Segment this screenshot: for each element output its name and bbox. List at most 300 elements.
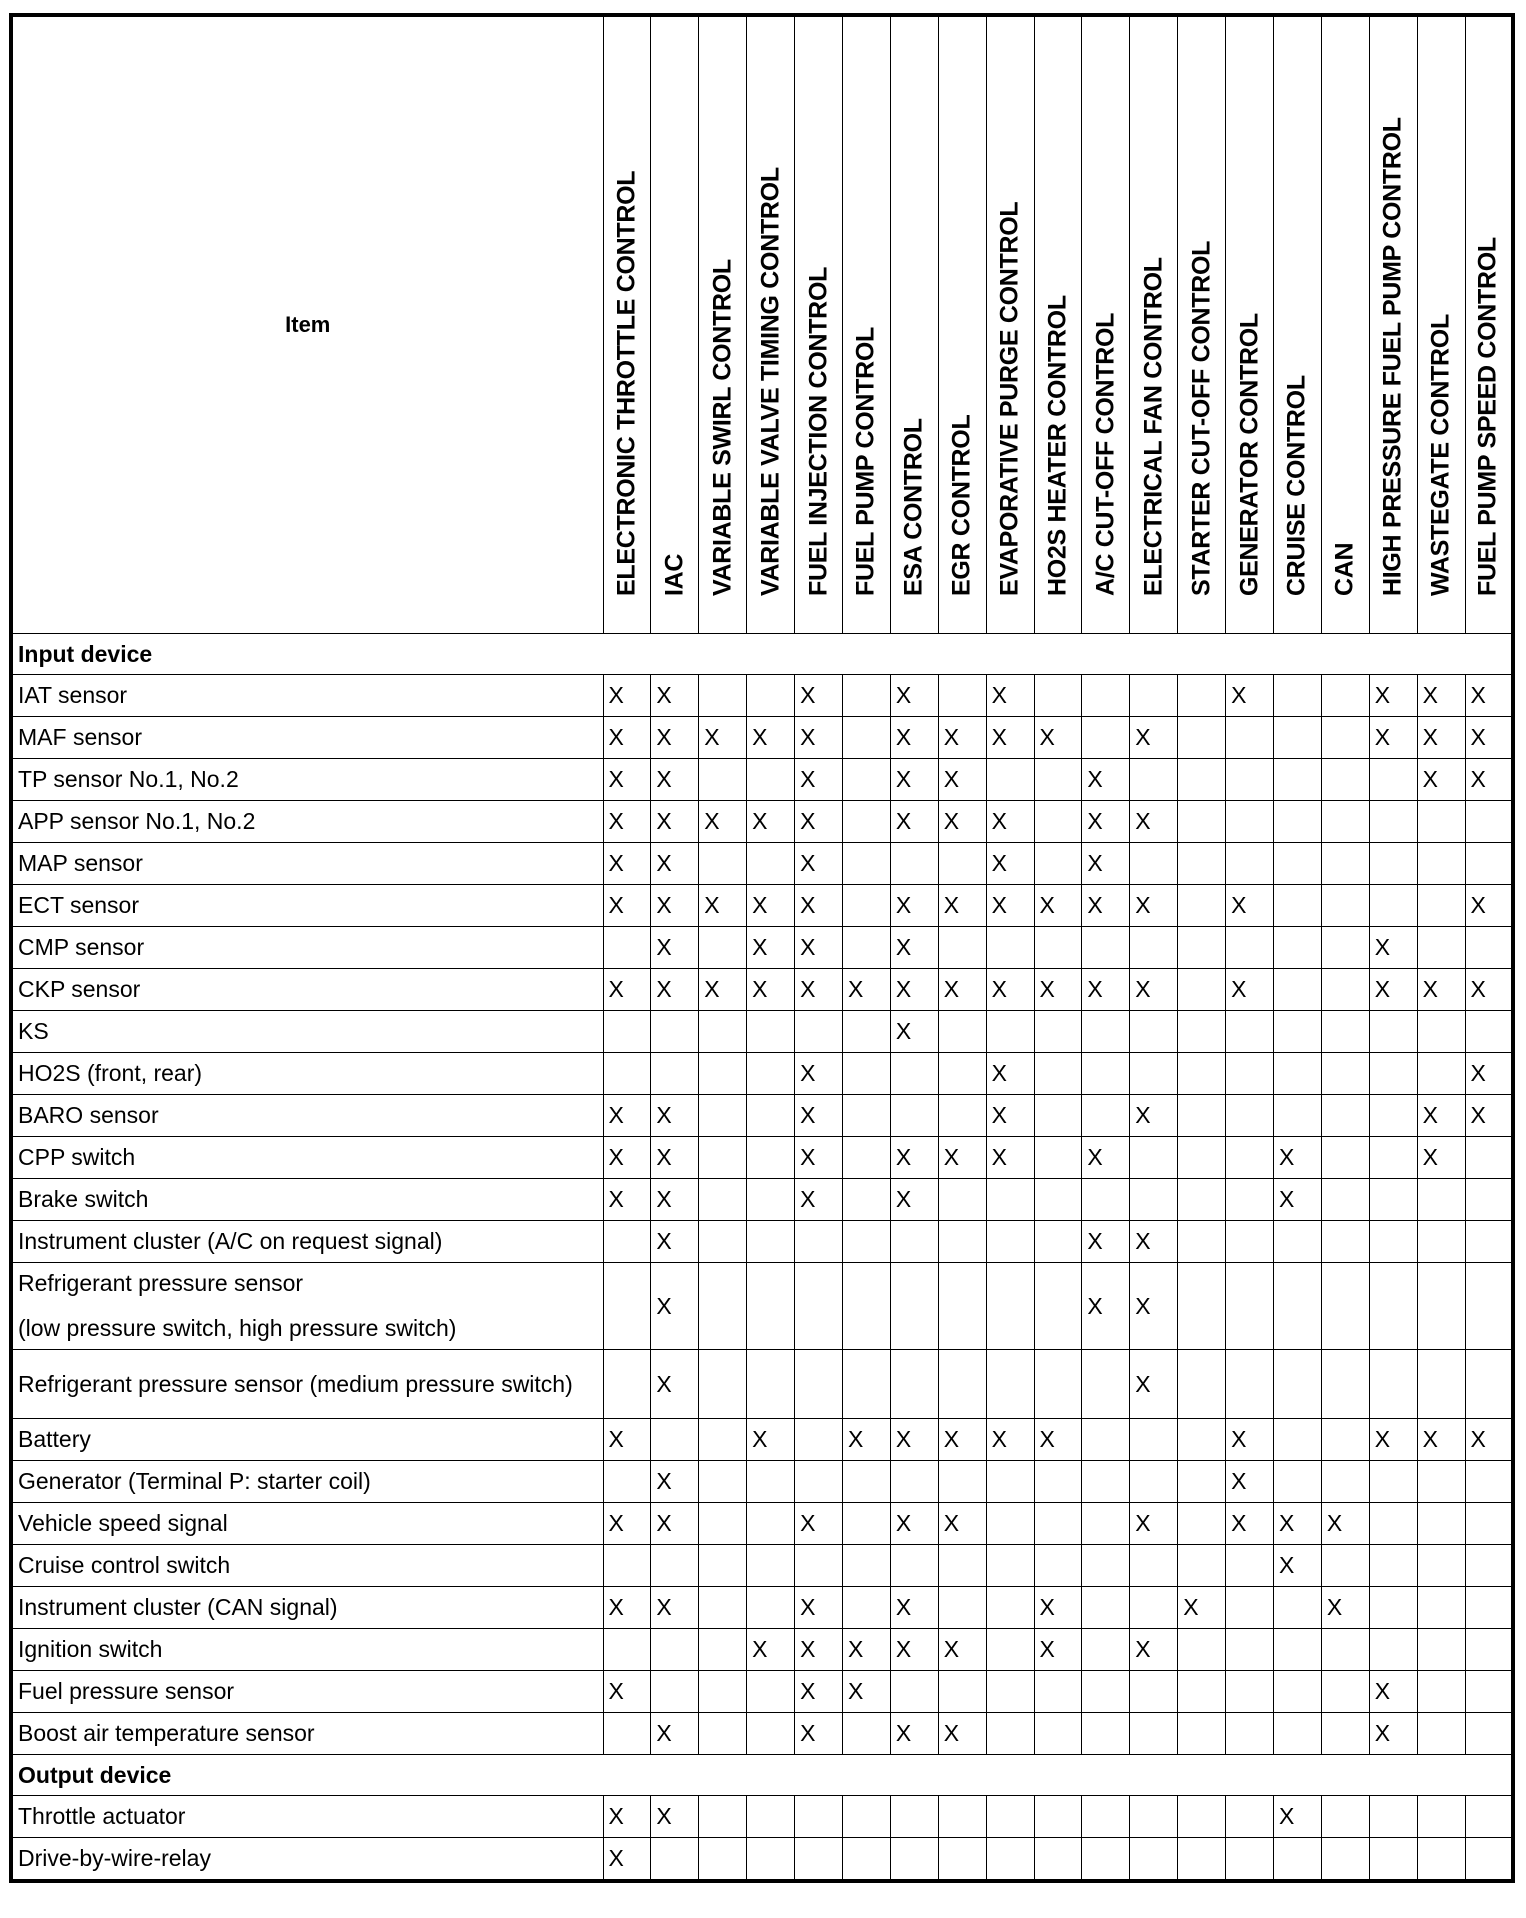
mark-cell-checked: X	[603, 1838, 651, 1882]
mark-cell-checked: X	[842, 1629, 890, 1671]
mark-cell-empty	[1417, 1796, 1465, 1838]
mark-cell-empty	[699, 1419, 747, 1461]
mark-cell-empty	[1178, 801, 1226, 843]
mark-cell-empty	[1226, 1221, 1274, 1263]
mark-cell-empty	[1273, 885, 1321, 927]
mark-cell-empty	[1178, 1713, 1226, 1755]
mark-cell-empty	[1130, 759, 1178, 801]
mark-cell-empty	[651, 1545, 699, 1587]
mark-cell-checked: X	[651, 927, 699, 969]
mark-cell-empty	[747, 1350, 795, 1419]
mark-cell-empty	[1273, 801, 1321, 843]
mark-cell-checked: X	[1465, 759, 1513, 801]
mark-cell-checked: X	[1130, 969, 1178, 1011]
mark-cell-empty	[1417, 801, 1465, 843]
row-label	[11, 1263, 603, 1350]
row-label: Instrument cluster (CAN signal)	[11, 1587, 603, 1629]
mark-cell-checked: X	[1082, 885, 1130, 927]
mark-cell-empty	[1178, 1137, 1226, 1179]
column-header	[1369, 15, 1417, 634]
mark-cell-checked: X	[1417, 969, 1465, 1011]
mark-cell-checked: X	[651, 969, 699, 1011]
mark-cell-empty	[1178, 1629, 1226, 1671]
mark-cell-empty	[1369, 1838, 1417, 1882]
mark-cell-empty	[890, 1671, 938, 1713]
row-label: KS	[11, 1011, 603, 1053]
mark-cell-empty	[890, 1350, 938, 1419]
table-row	[11, 717, 1513, 759]
mark-cell-empty	[1226, 1796, 1274, 1838]
table-row	[11, 1545, 1513, 1587]
column-header-label: IAC	[660, 553, 689, 596]
table-row	[11, 1263, 1513, 1350]
mark-cell-empty	[1034, 1671, 1082, 1713]
column-header-label: ELECTRONIC THROTTLE CONTROL	[612, 170, 641, 596]
mark-cell-checked: X	[795, 1671, 843, 1713]
mark-cell-empty	[1321, 1671, 1369, 1713]
mark-cell-empty	[1082, 717, 1130, 759]
mark-cell-checked: X	[603, 1503, 651, 1545]
control-device-matrix	[9, 13, 1515, 1883]
section-row	[11, 1755, 1513, 1796]
mark-cell-empty	[986, 1179, 1034, 1221]
mark-cell-empty	[747, 1461, 795, 1503]
mark-cell-empty	[842, 927, 890, 969]
mark-cell-empty	[1178, 1095, 1226, 1137]
mark-cell-empty	[842, 1503, 890, 1545]
mark-cell-empty	[699, 1503, 747, 1545]
mark-cell-checked: X	[699, 717, 747, 759]
mark-cell-empty	[1369, 1587, 1417, 1629]
mark-cell-empty	[747, 843, 795, 885]
mark-cell-empty	[699, 1545, 747, 1587]
column-header	[747, 15, 795, 634]
mark-cell-checked: X	[651, 1587, 699, 1629]
mark-cell-empty	[1465, 1587, 1513, 1629]
mark-cell-empty	[603, 1545, 651, 1587]
mark-cell-empty	[1226, 1011, 1274, 1053]
table-row	[11, 1095, 1513, 1137]
mark-cell-checked: X	[651, 1713, 699, 1755]
mark-cell-empty	[795, 1011, 843, 1053]
mark-cell-empty	[1369, 885, 1417, 927]
mark-cell-empty	[1273, 1461, 1321, 1503]
mark-cell-empty	[603, 1221, 651, 1263]
mark-cell-empty	[1082, 1011, 1130, 1053]
table-row	[11, 675, 1513, 717]
mark-cell-empty	[1417, 1011, 1465, 1053]
mark-cell-checked: X	[1034, 885, 1082, 927]
mark-cell-checked: X	[1130, 1629, 1178, 1671]
document-page	[9, 13, 1511, 1883]
row-label: IAT sensor	[11, 675, 603, 717]
mark-cell-empty	[1082, 1587, 1130, 1629]
section-title: Input device	[11, 634, 1513, 675]
mark-cell-empty	[1082, 1838, 1130, 1882]
column-header	[1226, 15, 1274, 634]
mark-cell-checked: X	[986, 1053, 1034, 1095]
mark-cell-checked: X	[1034, 717, 1082, 759]
mark-cell-empty	[1321, 1011, 1369, 1053]
mark-cell-empty	[1130, 1461, 1178, 1503]
mark-cell-empty	[1417, 1713, 1465, 1755]
mark-cell-checked: X	[986, 1137, 1034, 1179]
mark-cell-empty	[890, 1461, 938, 1503]
mark-cell-checked: X	[890, 969, 938, 1011]
mark-cell-checked: X	[938, 1629, 986, 1671]
mark-cell-checked: X	[938, 1503, 986, 1545]
mark-cell-checked: X	[890, 675, 938, 717]
mark-cell-empty	[1417, 1545, 1465, 1587]
mark-cell-empty	[1034, 1263, 1082, 1350]
mark-cell-checked: X	[1226, 675, 1274, 717]
mark-cell-empty	[1034, 1011, 1082, 1053]
mark-cell-empty	[795, 1461, 843, 1503]
mark-cell-empty	[938, 1011, 986, 1053]
mark-cell-empty	[1321, 1263, 1369, 1350]
mark-cell-empty	[699, 1137, 747, 1179]
mark-cell-empty	[986, 1629, 1034, 1671]
mark-cell-empty	[938, 1095, 986, 1137]
mark-cell-checked: X	[938, 1419, 986, 1461]
mark-cell-empty	[1417, 1263, 1465, 1350]
mark-cell-empty	[1321, 969, 1369, 1011]
mark-cell-checked: X	[842, 1419, 890, 1461]
mark-cell-empty	[1226, 1713, 1274, 1755]
mark-cell-checked: X	[651, 1221, 699, 1263]
mark-cell-empty	[1130, 1796, 1178, 1838]
mark-cell-empty	[1130, 675, 1178, 717]
mark-cell-empty	[986, 759, 1034, 801]
mark-cell-checked: X	[1273, 1545, 1321, 1587]
mark-cell-checked: X	[651, 759, 699, 801]
table-row	[11, 1461, 1513, 1503]
mark-cell-empty	[938, 1053, 986, 1095]
mark-cell-empty	[1321, 1053, 1369, 1095]
mark-cell-empty	[938, 1587, 986, 1629]
mark-cell-empty	[1082, 1095, 1130, 1137]
mark-cell-empty	[1465, 1461, 1513, 1503]
mark-cell-empty	[747, 1179, 795, 1221]
mark-cell-checked: X	[986, 675, 1034, 717]
mark-cell-empty	[1417, 1629, 1465, 1671]
mark-cell-checked: X	[1465, 1419, 1513, 1461]
mark-cell-empty	[1034, 1053, 1082, 1095]
table-row	[11, 801, 1513, 843]
mark-cell-empty	[1321, 1545, 1369, 1587]
mark-cell-empty	[938, 927, 986, 969]
mark-cell-checked: X	[603, 801, 651, 843]
mark-cell-empty	[1417, 1587, 1465, 1629]
mark-cell-empty	[1178, 1838, 1226, 1882]
mark-cell-checked: X	[1369, 1671, 1417, 1713]
mark-cell-checked: X	[795, 1713, 843, 1755]
mark-cell-checked: X	[1034, 1629, 1082, 1671]
table-row	[11, 969, 1513, 1011]
column-header	[938, 15, 986, 634]
mark-cell-empty	[1034, 1796, 1082, 1838]
mark-cell-empty	[699, 1350, 747, 1419]
mark-cell-empty	[747, 1053, 795, 1095]
mark-cell-empty	[890, 1095, 938, 1137]
mark-cell-empty	[1465, 843, 1513, 885]
mark-cell-empty	[1417, 1838, 1465, 1882]
row-label: APP sensor No.1, No.2	[11, 801, 603, 843]
row-label: Generator (Terminal P: starter coil)	[11, 1461, 603, 1503]
mark-cell-empty	[842, 759, 890, 801]
column-header-label: ELECTRICAL FAN CONTROL	[1139, 257, 1168, 596]
mark-cell-empty	[699, 759, 747, 801]
mark-cell-empty	[986, 1713, 1034, 1755]
mark-cell-checked: X	[1465, 885, 1513, 927]
mark-cell-checked: X	[747, 885, 795, 927]
mark-cell-empty	[795, 1796, 843, 1838]
column-header	[1178, 15, 1226, 634]
mark-cell-empty	[938, 1838, 986, 1882]
mark-cell-checked: X	[890, 801, 938, 843]
mark-cell-checked: X	[795, 843, 843, 885]
mark-cell-empty	[1226, 1137, 1274, 1179]
mark-cell-checked: X	[1417, 1095, 1465, 1137]
mark-cell-checked: X	[651, 1503, 699, 1545]
mark-cell-empty	[1369, 1095, 1417, 1137]
mark-cell-checked: X	[603, 885, 651, 927]
mark-cell-checked: X	[1369, 927, 1417, 969]
column-header	[842, 15, 890, 634]
column-header-label: HO2S HEATER CONTROL	[1043, 295, 1072, 596]
table-row	[11, 1796, 1513, 1838]
mark-cell-empty	[1321, 843, 1369, 885]
mark-cell-checked: X	[890, 927, 938, 969]
mark-cell-empty	[1082, 1629, 1130, 1671]
mark-cell-empty	[795, 1350, 843, 1419]
mark-cell-empty	[1417, 927, 1465, 969]
mark-cell-checked: X	[986, 1095, 1034, 1137]
mark-cell-empty	[603, 1263, 651, 1350]
mark-cell-checked: X	[1034, 1587, 1082, 1629]
row-label: CMP sensor	[11, 927, 603, 969]
mark-cell-empty	[842, 1545, 890, 1587]
mark-cell-checked: X	[747, 1629, 795, 1671]
mark-cell-empty	[1417, 1671, 1465, 1713]
table-row	[11, 1221, 1513, 1263]
row-label: Boost air temperature sensor	[11, 1713, 603, 1755]
mark-cell-checked: X	[890, 1179, 938, 1221]
mark-cell-empty	[890, 1796, 938, 1838]
mark-cell-empty	[603, 1713, 651, 1755]
mark-cell-empty	[795, 1263, 843, 1350]
column-header	[1273, 15, 1321, 634]
mark-cell-empty	[938, 1796, 986, 1838]
mark-cell-empty	[1130, 1545, 1178, 1587]
mark-cell-empty	[1369, 1796, 1417, 1838]
mark-cell-checked: X	[1369, 1419, 1417, 1461]
mark-cell-empty	[986, 1461, 1034, 1503]
mark-cell-empty	[1034, 1179, 1082, 1221]
mark-cell-checked: X	[1082, 1221, 1130, 1263]
mark-cell-empty	[1321, 717, 1369, 759]
mark-cell-empty	[1417, 1053, 1465, 1095]
mark-cell-empty	[1130, 1053, 1178, 1095]
mark-cell-empty	[1465, 1179, 1513, 1221]
mark-cell-checked: X	[651, 1461, 699, 1503]
row-label: Brake switch	[11, 1179, 603, 1221]
mark-cell-empty	[1321, 1461, 1369, 1503]
mark-cell-empty	[1178, 1011, 1226, 1053]
mark-cell-empty	[1226, 1545, 1274, 1587]
mark-cell-empty	[1178, 717, 1226, 759]
mark-cell-checked: X	[795, 1629, 843, 1671]
mark-cell-empty	[1465, 1796, 1513, 1838]
mark-cell-empty	[1034, 1461, 1082, 1503]
mark-cell-empty	[699, 1461, 747, 1503]
row-label: Ignition switch	[11, 1629, 603, 1671]
table-row	[11, 885, 1513, 927]
mark-cell-empty	[747, 1011, 795, 1053]
mark-cell-empty	[1321, 801, 1369, 843]
mark-cell-checked: X	[938, 801, 986, 843]
mark-cell-empty	[603, 1461, 651, 1503]
mark-cell-empty	[1273, 1629, 1321, 1671]
row-label: ECT sensor	[11, 885, 603, 927]
mark-cell-empty	[1321, 1179, 1369, 1221]
mark-cell-checked: X	[651, 717, 699, 759]
mark-cell-empty	[1130, 1587, 1178, 1629]
mark-cell-empty	[747, 1503, 795, 1545]
mark-cell-empty	[1082, 1461, 1130, 1503]
mark-cell-checked: X	[603, 675, 651, 717]
mark-cell-checked: X	[1130, 1503, 1178, 1545]
mark-cell-empty	[1417, 1350, 1465, 1419]
mark-cell-empty	[986, 1545, 1034, 1587]
mark-cell-empty	[1321, 1137, 1369, 1179]
mark-cell-empty	[986, 1011, 1034, 1053]
mark-cell-checked: X	[603, 1137, 651, 1179]
mark-cell-empty	[842, 843, 890, 885]
mark-cell-empty	[699, 1587, 747, 1629]
mark-cell-empty	[699, 1011, 747, 1053]
mark-cell-empty	[699, 843, 747, 885]
mark-cell-checked: X	[890, 717, 938, 759]
mark-cell-empty	[938, 1179, 986, 1221]
mark-cell-empty	[1273, 843, 1321, 885]
row-label: Fuel pressure sensor	[11, 1671, 603, 1713]
mark-cell-checked: X	[795, 1053, 843, 1095]
mark-cell-checked: X	[1273, 1796, 1321, 1838]
mark-cell-checked: X	[651, 675, 699, 717]
column-header-label: EVAPORATIVE PURGE CONTROL	[995, 201, 1024, 596]
mark-cell-empty	[651, 1419, 699, 1461]
column-header	[1321, 15, 1369, 634]
mark-cell-empty	[1034, 1503, 1082, 1545]
mark-cell-empty	[1082, 1713, 1130, 1755]
mark-cell-empty	[1273, 675, 1321, 717]
mark-cell-empty	[842, 1713, 890, 1755]
mark-cell-checked: X	[1417, 1419, 1465, 1461]
row-label: Battery	[11, 1419, 603, 1461]
mark-cell-empty	[651, 1671, 699, 1713]
mark-cell-empty	[795, 1221, 843, 1263]
table-row	[11, 1587, 1513, 1629]
mark-cell-empty	[938, 1461, 986, 1503]
mark-cell-checked: X	[603, 1179, 651, 1221]
mark-cell-empty	[1178, 1461, 1226, 1503]
table-row	[11, 1629, 1513, 1671]
mark-cell-empty	[1034, 1137, 1082, 1179]
mark-cell-empty	[1321, 927, 1369, 969]
table-body	[11, 634, 1513, 1882]
mark-cell-checked: X	[1082, 969, 1130, 1011]
mark-cell-checked: X	[1082, 843, 1130, 885]
mark-cell-empty	[699, 1053, 747, 1095]
mark-cell-empty	[986, 1671, 1034, 1713]
mark-cell-empty	[1321, 675, 1369, 717]
mark-cell-empty	[1417, 1179, 1465, 1221]
mark-cell-empty	[1417, 843, 1465, 885]
mark-cell-empty	[747, 1545, 795, 1587]
mark-cell-checked: X	[1321, 1503, 1369, 1545]
mark-cell-empty	[1178, 1179, 1226, 1221]
mark-cell-empty	[986, 927, 1034, 969]
column-header	[795, 15, 843, 634]
mark-cell-empty	[842, 1263, 890, 1350]
mark-cell-checked: X	[603, 1671, 651, 1713]
mark-cell-empty	[1273, 1713, 1321, 1755]
mark-cell-empty	[1465, 1350, 1513, 1419]
mark-cell-checked: X	[699, 969, 747, 1011]
mark-cell-checked: X	[938, 1713, 986, 1755]
mark-cell-checked: X	[1082, 801, 1130, 843]
mark-cell-checked: X	[1226, 1419, 1274, 1461]
item-header: Item	[11, 15, 603, 634]
mark-cell-checked: X	[1369, 1713, 1417, 1755]
mark-cell-empty	[842, 1095, 890, 1137]
mark-cell-empty	[1034, 759, 1082, 801]
column-header-label: FUEL PUMP CONTROL	[851, 327, 880, 596]
mark-cell-empty	[1178, 843, 1226, 885]
mark-cell-checked: X	[1465, 1095, 1513, 1137]
column-header-label: FUEL PUMP SPEED CONTROL	[1473, 237, 1502, 596]
column-header	[986, 15, 1034, 634]
mark-cell-empty	[890, 1545, 938, 1587]
mark-cell-empty	[1321, 1629, 1369, 1671]
mark-cell-empty	[699, 1095, 747, 1137]
mark-cell-checked: X	[1082, 1263, 1130, 1350]
row-label: CKP sensor	[11, 969, 603, 1011]
mark-cell-empty	[1369, 1179, 1417, 1221]
mark-cell-empty	[1465, 1713, 1513, 1755]
mark-cell-empty	[842, 1350, 890, 1419]
mark-cell-checked: X	[1417, 759, 1465, 801]
mark-cell-empty	[938, 1671, 986, 1713]
mark-cell-empty	[890, 843, 938, 885]
mark-cell-empty	[1226, 801, 1274, 843]
mark-cell-empty	[890, 1838, 938, 1882]
mark-cell-checked: X	[890, 1419, 938, 1461]
mark-cell-empty	[1178, 1671, 1226, 1713]
mark-cell-empty	[890, 1053, 938, 1095]
column-header-label: ESA CONTROL	[899, 418, 928, 596]
table-row	[11, 1179, 1513, 1221]
mark-cell-empty	[1369, 843, 1417, 885]
mark-cell-empty	[1178, 1263, 1226, 1350]
mark-cell-empty	[747, 1671, 795, 1713]
mark-cell-checked: X	[890, 1587, 938, 1629]
mark-cell-checked: X	[747, 1419, 795, 1461]
mark-cell-checked: X	[747, 717, 795, 759]
mark-cell-checked: X	[603, 969, 651, 1011]
mark-cell-empty	[747, 1095, 795, 1137]
